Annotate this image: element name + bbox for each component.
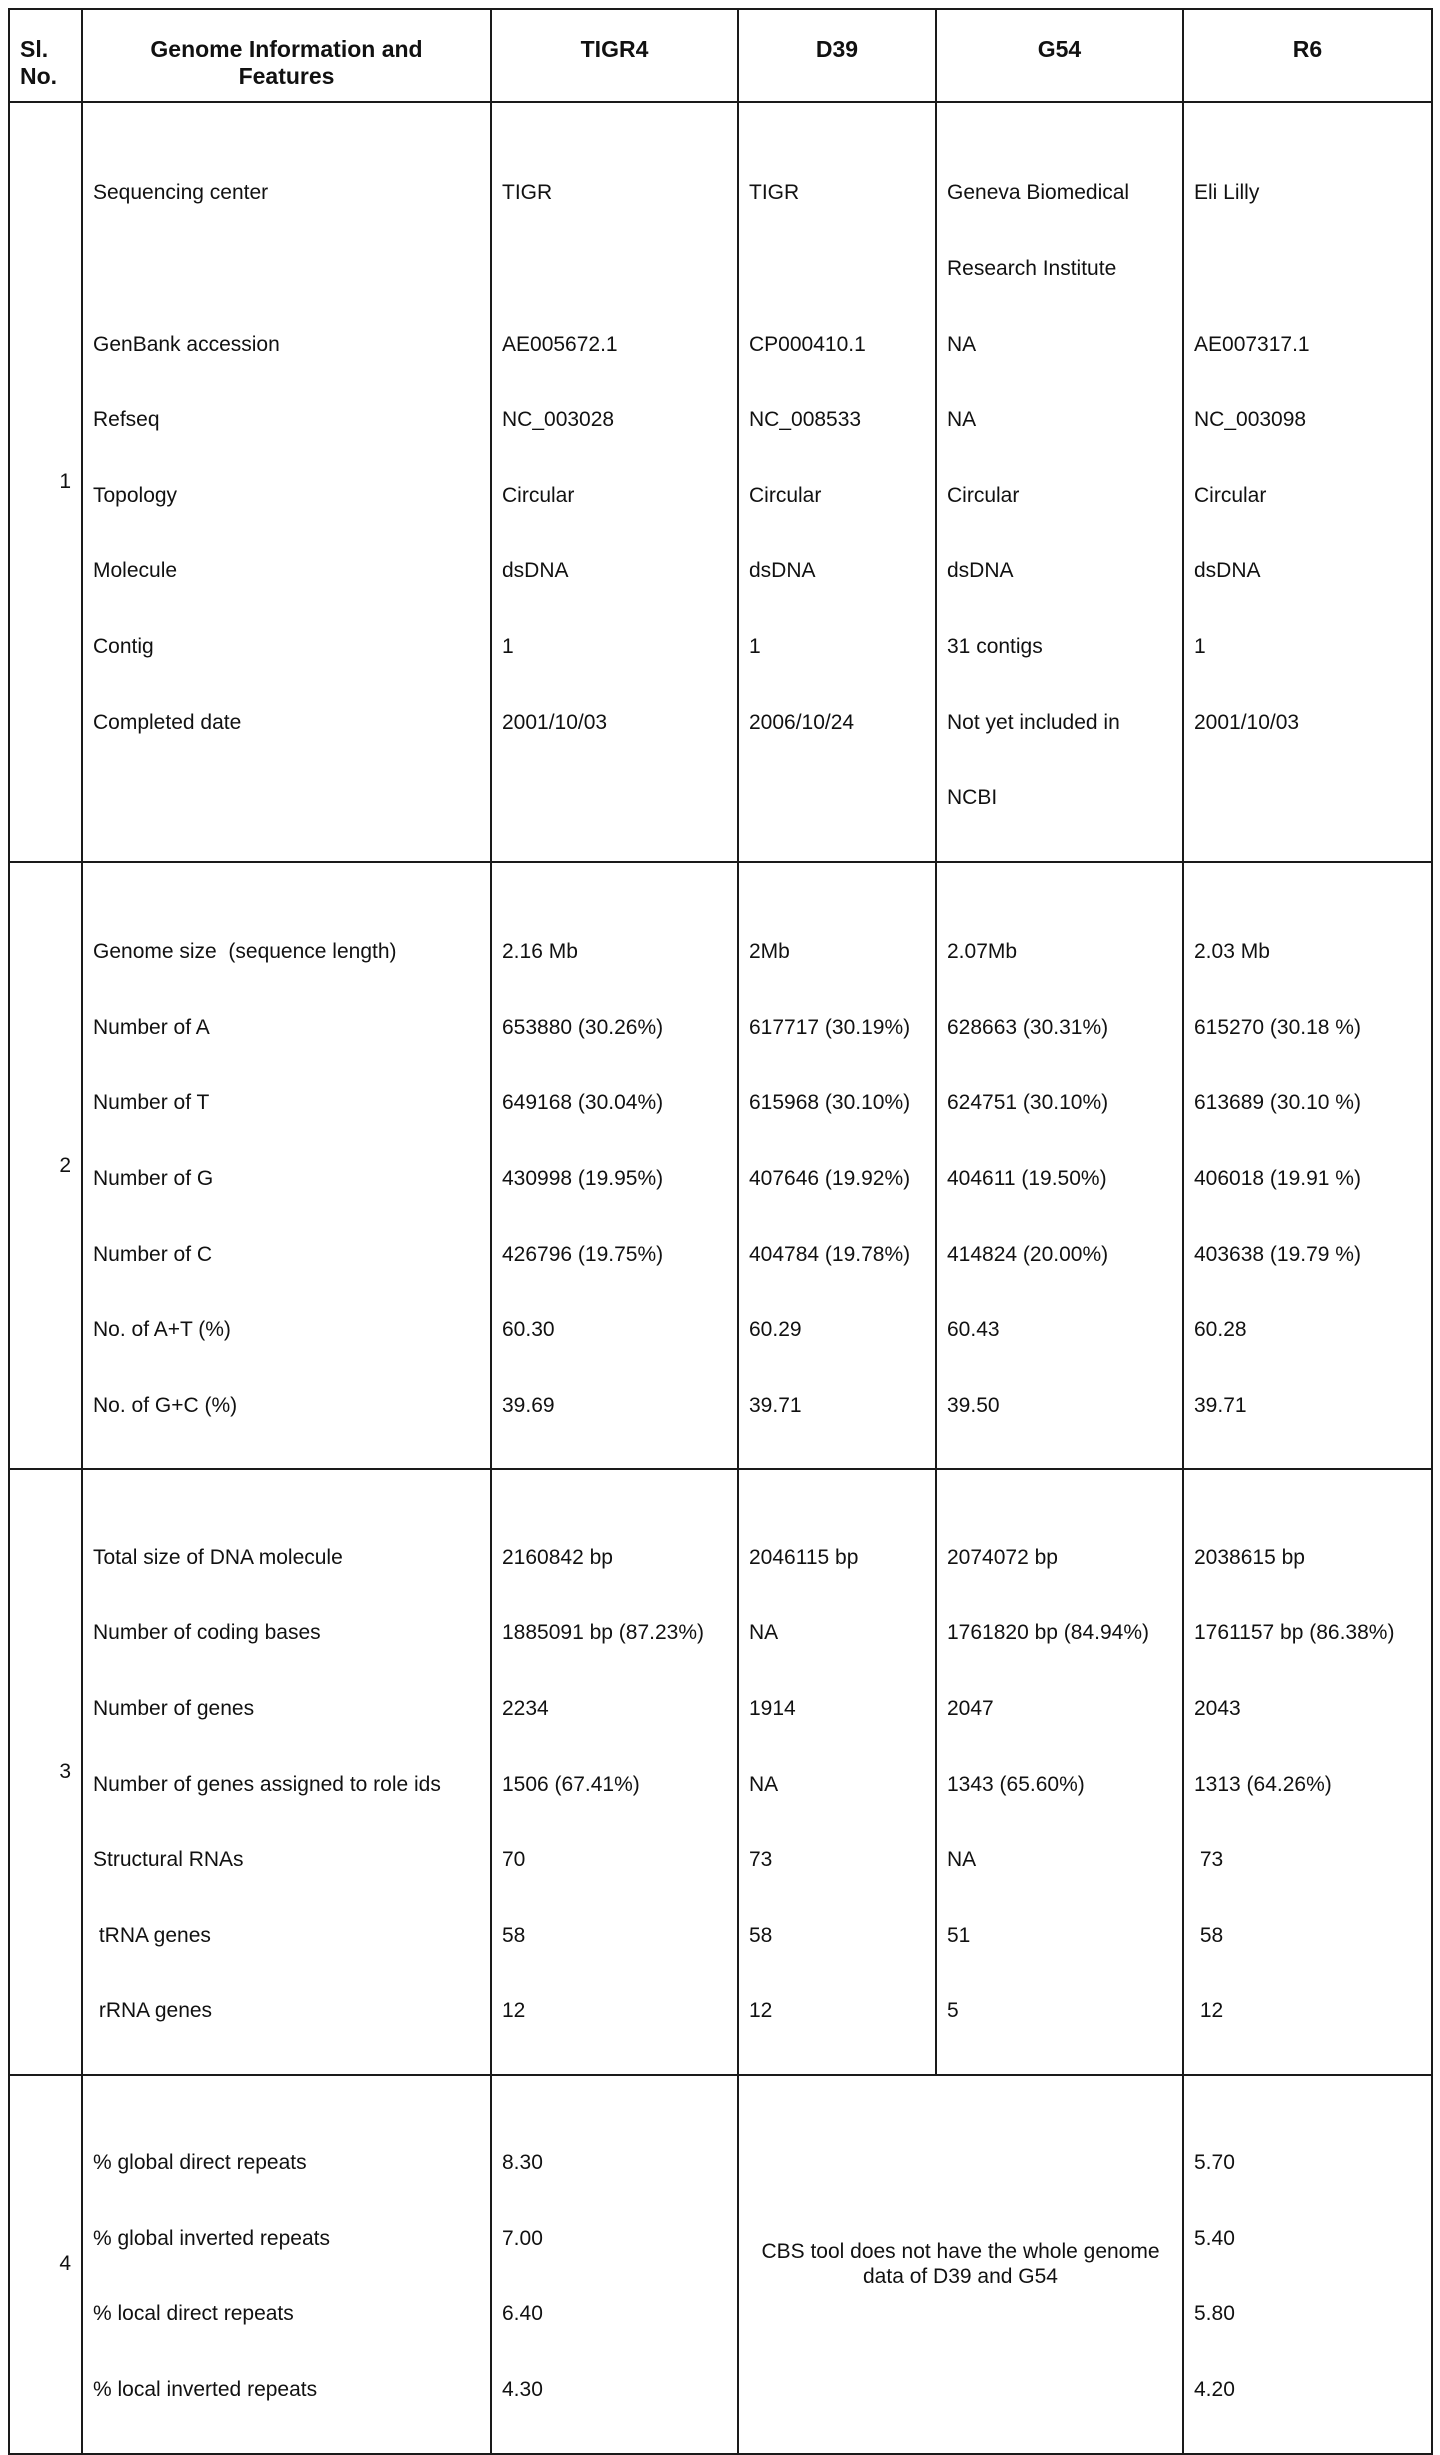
features-cell xyxy=(82,1469,491,2075)
d39-value: 73 xyxy=(749,1848,773,1872)
d39-value: NC_008533 xyxy=(749,408,862,432)
d39-value: 39.71 xyxy=(749,1393,802,1417)
tigr4-value: 2.16 Mb xyxy=(502,940,578,964)
header-d39: D39 xyxy=(738,9,936,102)
feature-label: No. of G+C (%) xyxy=(93,1393,238,1417)
tigr4-value: 4.30 xyxy=(502,2378,543,2402)
g54-value: Circular xyxy=(947,483,1020,507)
feature-label: Molecule xyxy=(93,559,178,583)
r6-cell xyxy=(1183,862,1432,1470)
tigr4-value: 8.30 xyxy=(502,2151,543,2175)
g54-value: 39.50 xyxy=(947,1393,1000,1417)
r6-cell xyxy=(1183,1469,1432,2075)
tigr4-value: 70 xyxy=(502,1848,526,1872)
r6-value: 1 xyxy=(1194,634,1206,658)
r6-value: 613689 (30.10 %) xyxy=(1194,1091,1361,1115)
feature-label: Topology xyxy=(93,483,178,507)
r6-value: 2001/10/03 xyxy=(1194,710,1300,734)
feature-label: % local inverted repeats xyxy=(93,2378,318,2402)
g54-value: 31 contigs xyxy=(947,634,1043,658)
d39-cell xyxy=(738,1469,936,2075)
d39-value: 2Mb xyxy=(749,940,790,964)
header-features: Genome Information and Features xyxy=(82,9,491,102)
feature-label: Number of T xyxy=(93,1091,210,1115)
r6-value: 39.71 xyxy=(1194,1393,1247,1417)
g54-value: NCBI xyxy=(947,786,998,810)
g54-value: 2074072 bp xyxy=(947,1545,1058,1569)
d39-value: 2006/10/24 xyxy=(749,710,855,734)
r6-value: NC_003098 xyxy=(1194,408,1307,432)
feature-label: Structural RNAs xyxy=(93,1848,244,1872)
r6-value: 5.40 xyxy=(1194,2226,1235,2250)
feature-label: Number of genes assigned to role ids xyxy=(93,1772,441,1796)
g54-cell xyxy=(936,862,1183,1470)
tigr4-value: 39.69 xyxy=(502,1393,555,1417)
g54-value: Research Institute xyxy=(947,257,1117,280)
feature-label: tRNA genes xyxy=(93,1923,211,1947)
tigr4-value: 1885091 bp (87.23%) xyxy=(502,1621,704,1645)
tigr4-value: NC_003028 xyxy=(502,408,615,432)
r6-value: 403638 (19.79 %) xyxy=(1194,1242,1361,1266)
d39-value: dsDNA xyxy=(749,559,816,583)
features-cell xyxy=(82,102,491,862)
d39-value xyxy=(749,256,931,281)
tigr4-value: 649168 (30.04%) xyxy=(502,1091,664,1115)
feature-label: Sequencing center xyxy=(93,181,269,205)
r6-value: Circular xyxy=(1194,483,1267,507)
feature-label: GenBank accession xyxy=(93,332,280,356)
tigr4-value: 6.40 xyxy=(502,2302,543,2326)
d39-value: 404784 (19.78%) xyxy=(749,1242,911,1266)
feature-label: Completed date xyxy=(93,710,242,734)
g54-value: 5 xyxy=(947,1999,959,2023)
r6-cell xyxy=(1183,102,1432,862)
d39-value: 1 xyxy=(749,634,761,658)
d39-value: CP000410.1 xyxy=(749,332,866,356)
g54-value: 404611 (19.50%) xyxy=(947,1166,1107,1190)
tigr4-value: 2001/10/03 xyxy=(502,710,608,734)
tigr4-value: TIGR xyxy=(502,181,553,205)
feature-label: Number of A xyxy=(93,1015,210,1039)
g54-value: 414824 (20.00%) xyxy=(947,1242,1109,1266)
g54-value: NA xyxy=(947,332,977,356)
row-number: 3 xyxy=(9,1469,82,2075)
r6-value: 5.70 xyxy=(1194,2151,1235,2175)
tigr4-value: 12 xyxy=(502,1999,526,2023)
d39-value: 615968 (30.10%) xyxy=(749,1091,911,1115)
features-cell xyxy=(82,862,491,1470)
g54-value: Geneva Biomedical xyxy=(947,181,1130,205)
feature-label xyxy=(93,256,486,281)
g54-value: 2.07Mb xyxy=(947,940,1018,964)
tigr4-cell xyxy=(491,102,738,862)
tigr4-value: 2234 xyxy=(502,1696,549,1720)
d39-value: 617717 (30.19%) xyxy=(749,1015,911,1039)
header-r6: R6 xyxy=(1183,9,1432,102)
tigr4-value xyxy=(502,256,733,281)
d39-value: NA xyxy=(749,1621,779,1645)
header-g54: G54 xyxy=(936,9,1183,102)
feature-label: % local direct repeats xyxy=(93,2302,294,2326)
r6-value: Eli Lilly xyxy=(1194,181,1260,205)
r6-cell xyxy=(1183,2075,1432,2454)
row-number: 2 xyxy=(9,862,82,1470)
tigr4-cell xyxy=(491,862,738,1470)
table-row xyxy=(9,862,1432,1470)
tigr4-value: 7.00 xyxy=(502,2226,543,2250)
merged-note-cell: CBS tool does not have the whole genome data of D39 and G54 xyxy=(738,2075,1183,2454)
r6-value xyxy=(1194,256,1427,281)
table-row xyxy=(9,1469,1432,2075)
g54-value: 628663 (30.31%) xyxy=(947,1015,1109,1039)
r6-value: 5.80 xyxy=(1194,2302,1235,2326)
feature-label: Total size of DNA molecule xyxy=(93,1545,343,1569)
feature-label: rRNA genes xyxy=(93,1999,213,2023)
g54-cell xyxy=(936,102,1183,862)
g54-value: Not yet included in xyxy=(947,710,1120,734)
r6-value: 2038615 bp xyxy=(1194,1545,1305,1569)
tigr4-value: 58 xyxy=(502,1923,526,1947)
g54-value: 51 xyxy=(947,1923,971,1947)
g54-value: 1343 (65.60%) xyxy=(947,1772,1085,1796)
g54-value: NA xyxy=(947,1848,977,1872)
feature-label: No. of A+T (%) xyxy=(93,1318,231,1342)
d39-value: Circular xyxy=(749,483,822,507)
header-row xyxy=(9,9,1432,102)
tigr4-value: 653880 (30.26%) xyxy=(502,1015,664,1039)
tigr4-value: 426796 (19.75%) xyxy=(502,1242,664,1266)
d39-value: 2046115 bp xyxy=(749,1545,859,1569)
r6-value: 1761157 bp (86.38%) xyxy=(1194,1621,1395,1645)
d39-value: 58 xyxy=(749,1923,773,1947)
row-number: 4 xyxy=(9,2075,82,2454)
g54-value: dsDNA xyxy=(947,559,1014,583)
d39-cell xyxy=(738,102,936,862)
d39-value: 60.29 xyxy=(749,1318,802,1342)
feature-label: Number of G xyxy=(93,1166,214,1190)
feature-label: Number of coding bases xyxy=(93,1621,321,1645)
d39-value: 12 xyxy=(749,1999,773,2023)
tigr4-value: 1506 (67.41%) xyxy=(502,1772,640,1796)
feature-label: Number of genes xyxy=(93,1696,255,1720)
genome-comparison-table xyxy=(8,8,1433,2455)
d39-cell xyxy=(738,862,936,1470)
g54-cell xyxy=(936,1469,1183,2075)
features-cell xyxy=(82,2075,491,2454)
d39-value: NA xyxy=(749,1772,779,1796)
feature-label: Contig xyxy=(93,634,154,658)
tigr4-value: dsDNA xyxy=(502,559,569,583)
r6-value: 1313 (64.26%) xyxy=(1194,1772,1332,1796)
g54-value: NA xyxy=(947,408,977,432)
r6-value: dsDNA xyxy=(1194,559,1261,583)
tigr4-cell xyxy=(491,2075,738,2454)
r6-value: 12 xyxy=(1194,1999,1224,2023)
r6-value: 2.03 Mb xyxy=(1194,940,1270,964)
table-row xyxy=(9,102,1432,862)
header-sl-no: Sl. No. xyxy=(9,9,82,102)
tigr4-value: 1 xyxy=(502,634,514,658)
d39-value: 1914 xyxy=(749,1696,796,1720)
g54-value: 624751 (30.10%) xyxy=(947,1091,1109,1115)
feature-label: Number of C xyxy=(93,1242,213,1266)
r6-value: 4.20 xyxy=(1194,2378,1235,2402)
tigr4-value: 60.30 xyxy=(502,1318,555,1342)
feature-label: % global inverted repeats xyxy=(93,2226,330,2250)
r6-value: 2043 xyxy=(1194,1696,1241,1720)
tigr4-value: 430998 (19.95%) xyxy=(502,1166,664,1190)
r6-value: 58 xyxy=(1194,1923,1224,1947)
row-number: 1 xyxy=(9,102,82,862)
g54-value: 2047 xyxy=(947,1696,994,1720)
feature-label: Refseq xyxy=(93,408,160,432)
feature-label: Genome size (sequence length) xyxy=(93,940,397,964)
g54-value: 1761820 bp (84.94%) xyxy=(947,1621,1149,1645)
tigr4-value: AE005672.1 xyxy=(502,332,618,356)
r6-value: 60.28 xyxy=(1194,1318,1247,1342)
d39-value: 407646 (19.92%) xyxy=(749,1166,911,1190)
d39-value: TIGR xyxy=(749,181,800,205)
header-tigr4: TIGR4 xyxy=(491,9,738,102)
feature-label: % global direct repeats xyxy=(93,2151,307,2175)
r6-value: AE007317.1 xyxy=(1194,332,1310,356)
g54-value: 60.43 xyxy=(947,1318,1000,1342)
r6-value: 615270 (30.18 %) xyxy=(1194,1015,1361,1039)
r6-value: 406018 (19.91 %) xyxy=(1194,1166,1361,1190)
table-row xyxy=(9,2075,1432,2454)
r6-value: 73 xyxy=(1194,1848,1224,1872)
tigr4-value: 2160842 bp xyxy=(502,1545,613,1569)
tigr4-value: Circular xyxy=(502,483,575,507)
tigr4-cell xyxy=(491,1469,738,2075)
